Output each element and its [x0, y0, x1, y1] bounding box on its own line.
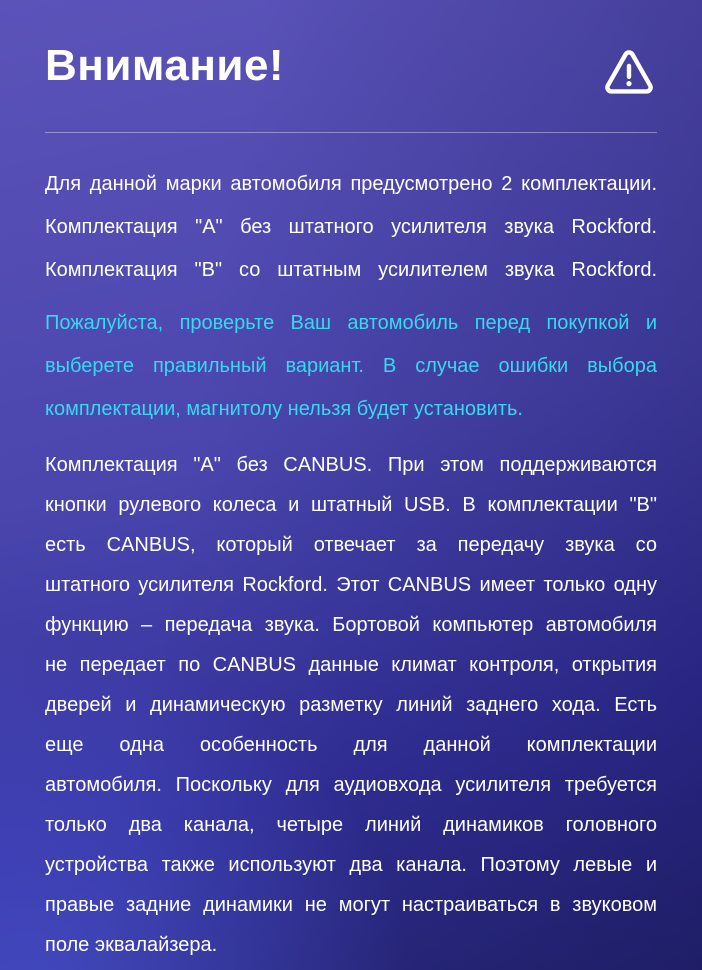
text-line: Комплектация "А" без штатного усилителя звука Rockford. [45, 216, 657, 238]
page-title: Внимание! [45, 41, 285, 90]
divider [45, 132, 657, 133]
text-line: Комплектация "А" без CANBUS. При этом поддерживаются [45, 454, 657, 476]
text-line: кнопки рулевого колеса и штатный USB. В комплектации "В" [45, 494, 657, 516]
text-line: еще одна особенность для данной комплектации [45, 734, 657, 756]
text-line: Для данной марки автомобиля предусмотрено 2 комплектации. [45, 173, 657, 195]
text-line: правые задние динамики не могут настраиваться в звуковом [45, 894, 657, 916]
text-line: выберете правильный вариант. В случае ошибки выбора [45, 355, 657, 377]
text-line: не передает по CANBUS данные климат контроля, открытия [45, 654, 657, 676]
text-line: комплектации, магнитолу нельзя будет установить. [45, 398, 523, 420]
card-header [45, 0, 657, 96]
body-text [45, 163, 657, 965]
text-line: только два канала, четыре линий динамиков головного [45, 814, 657, 836]
text-line: штатного усилителя Rockford. Этот CANBUS имеет только одну [45, 574, 657, 596]
paragraph-canbus-details [45, 445, 657, 965]
paragraph-configurations [45, 163, 657, 292]
text-line: поле эквалайзера. [45, 934, 218, 956]
text-line: автомобиля. Поскольку для аудиовхода усилителя требуется [45, 774, 657, 796]
warning-triangle-icon [603, 50, 655, 96]
text-line: Комплектация "В" со штатным усилителем звука Rockford. [45, 259, 657, 281]
paragraph-check-before-purchase [45, 302, 657, 431]
text-line: Пожалуйста, проверьте Ваш автомобиль перед покупкой и [45, 312, 657, 334]
text-line: дверей и динамическую разметку линий заднего хода. Есть [45, 694, 657, 716]
text-line: есть CANBUS, который отвечает за передачу звука со [45, 534, 657, 556]
text-line: функцию – передача звука. Бортовой компьютер автомобиля [45, 614, 657, 636]
text-line: устройства также используют два канала. Поэтому левые и [45, 854, 657, 876]
